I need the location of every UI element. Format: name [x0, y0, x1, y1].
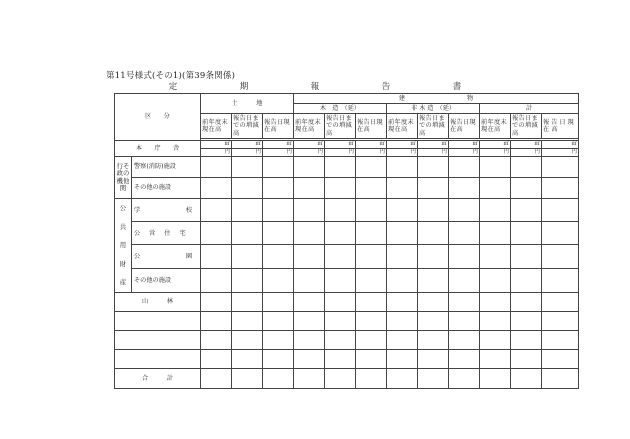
kokyo-char: 共: [119, 222, 127, 231]
unit-yen: 円: [201, 149, 232, 157]
non-wooden-header: 非 木 造 （延）: [387, 104, 480, 114]
document-title: 定 期 報 告 書: [168, 82, 489, 92]
kokyo-char: 財: [119, 259, 127, 268]
kokyo-char: 公: [119, 204, 127, 212]
unit-area: ㎡: [356, 141, 387, 149]
row-sanrin: 山 林: [115, 292, 201, 311]
unit-area: ㎡: [542, 141, 579, 149]
wooden-header: 木 造 （延）: [294, 104, 387, 114]
unit-yen: 円: [387, 149, 418, 157]
form-label: 第11号様式(その1)(第39条関係): [106, 71, 236, 81]
unit-yen: 円: [418, 149, 449, 157]
row-koen: 公 園: [132, 245, 201, 268]
blank-row-label: [115, 349, 201, 368]
col-prev-header: 前年度末現在高: [480, 114, 511, 139]
blank-row-label: [115, 330, 201, 349]
unit-area: ㎡: [387, 141, 418, 149]
category-header: 区 分: [115, 94, 201, 141]
unit-yen: 円: [542, 149, 579, 157]
col-current-header: 報告日現在高: [263, 114, 294, 139]
col-prev-header: 前年度末現在高: [294, 114, 325, 139]
unit-yen: 円: [294, 149, 325, 157]
unit-area: ㎡: [232, 141, 263, 149]
unit-area: ㎡: [201, 141, 232, 149]
col-change-header: 報告日までの増減高: [418, 114, 449, 139]
row-sonota-shisetsu-2: その他の施設: [132, 268, 201, 292]
col-change-header: 報告日までの増減高: [511, 114, 542, 139]
col-current-header: 報告日現在高: [449, 114, 480, 139]
unit-yen: 円: [232, 149, 263, 157]
land-header: 土 地: [201, 94, 294, 114]
row-total: 合 計: [115, 368, 201, 388]
unit-yen: 円: [325, 149, 356, 157]
row-kouei-jutaku: 公 営 住 宅: [132, 222, 201, 245]
group-gyosei-label: 行そ政の機他関: [115, 157, 132, 199]
group-kokyo-label: [115, 199, 132, 293]
kokyo-char: 用: [119, 241, 127, 250]
col-current-header: 報告日現在高: [356, 114, 387, 139]
unit-yen: 円: [480, 149, 511, 157]
col-change-header: 報告日までの増減高: [232, 114, 263, 139]
unit-area: ㎡: [511, 141, 542, 149]
row-honchosha: 本 庁 舎: [115, 141, 201, 157]
unit-area: ㎡: [325, 141, 356, 149]
building-total-header: 計: [480, 104, 579, 114]
blank-row-label: [115, 311, 201, 330]
col-current-header: 報告日現在高: [542, 114, 579, 139]
unit-area: ㎡: [480, 141, 511, 149]
col-change-header: 報告日までの増減高: [325, 114, 356, 139]
col-prev-header: 前年度末現在高: [387, 114, 418, 139]
unit-area: ㎡: [418, 141, 449, 149]
unit-yen: 円: [449, 149, 480, 157]
row-sonota-shisetsu: その他の施設: [132, 178, 201, 199]
building-header: 建 物: [294, 94, 579, 104]
report-table: [114, 93, 579, 389]
unit-area: ㎡: [449, 141, 480, 149]
unit-yen: 円: [511, 149, 542, 157]
unit-yen: 円: [263, 149, 294, 157]
unit-area: ㎡: [294, 141, 325, 149]
col-prev-header: 前年度末現在高: [201, 114, 232, 139]
row-gakko: 学 校: [132, 199, 201, 222]
row-keisatsu: 警察(消防)施設: [132, 157, 201, 178]
unit-area: ㎡: [263, 141, 294, 149]
kokyo-char: 産: [119, 278, 127, 287]
unit-yen: 円: [356, 149, 387, 157]
